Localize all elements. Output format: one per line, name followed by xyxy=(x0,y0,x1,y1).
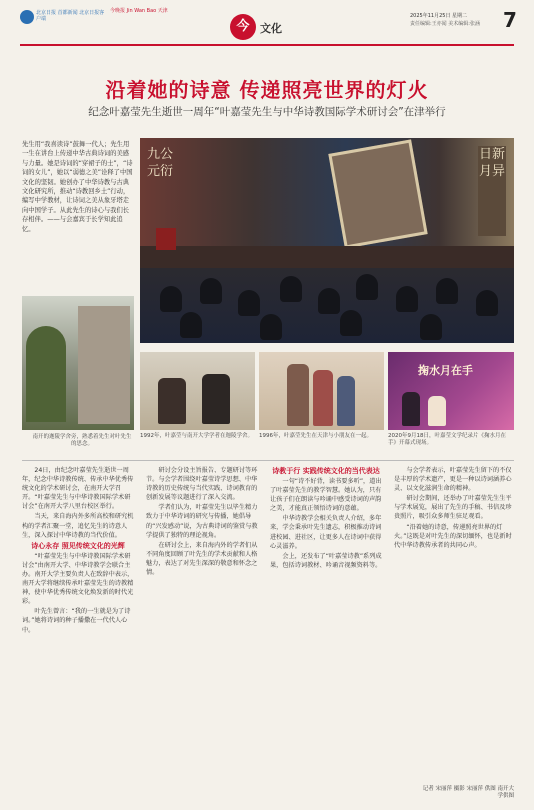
paragraph: 当天，来自海内外多所高校和研究机构的学者汇聚一堂，追忆先生的诗意人生，深入探讨中华诗教的当代价值。 xyxy=(22,513,134,539)
thumb-photo-2020 xyxy=(388,352,514,430)
paragraph: “沿着她的诗意，传递照亮世界的灯火。”这既是对叶先生的深切缅怀，也是新时代中华诗教传承者的共同心声。 xyxy=(394,523,512,549)
side-photo-courtyard xyxy=(22,296,134,430)
column-subheading: 诗心永存 照见传统文化的光辉 xyxy=(31,541,125,550)
paragraph: 叶先生曾言：“我的一生就是为了诗词。”她将诗词的种子播撒在一代代人心中。 xyxy=(22,608,131,634)
body-column-1 xyxy=(22,466,134,786)
paragraph: 学者们认为，叶嘉莹先生以毕生精力致力于中华诗词的研究与传播，她倡导的“兴发感动”说，为古典诗词的鉴赏与教学提供了独特的理论视角。 xyxy=(146,504,258,539)
paragraph: 24日，由纪念叶嘉莹先生逝世一周年，纪念中华诗教传统、传承中华优秀传统文化的学术研讨会，在南开大学召开。“叶嘉莹先生与中华诗教国际学术研讨会”在南开大学八里台校区举行。 xyxy=(22,467,134,511)
editor-credit: 责任编辑:王亦闻 美术编辑:张涵 xyxy=(410,21,480,27)
paragraph: 中华诗教学会相关负责人介绍，多年来，学会秉承叶先生遗志，积极推动诗词进校园、进社区，让更多人在诗词中获得心灵滋养。 xyxy=(270,515,382,550)
paragraph: 一句“诗不好背，读书要多听”，道出了叶嘉莹先生的教学智慧。她认为，只有让孩子们在朗读与吟诵中感受诗词的声韵之美，才能真正领悟诗词的意蕴。 xyxy=(270,478,382,513)
page-number: 7 xyxy=(503,8,517,32)
intro-paragraph: 先生用“我喜读诗”鼓舞一代人；先生用一生在讲台上传递中华古典诗词的美感与力量。她是诗词的“穿裙子的士”，“诗词的女儿”，她以“弱德之美”诠释了中国文化的坚韧。她创办了中华诗教与古典文化研究所，推动“诗教回乡土”行动，编写中学教材，让诗词之美从象牙塔走向中国学子。从此先生的诗心与我们长存相伴。——与会嘉宾于长学知此追忆。 xyxy=(22,141,133,233)
body-column-4 xyxy=(394,466,514,786)
headline: 沿着她的诗意 传递照亮世界的灯火 xyxy=(105,78,429,102)
issue-date: 2025年11月25日 星期二 xyxy=(410,13,468,19)
paragraph: 会上，还发布了“叶嘉莹诗教”系列成果，包括诗词教材、吟诵音视频资料等。 xyxy=(270,552,382,569)
logo-text-2: 今晚报 Jin Wan Bao 天津 xyxy=(110,8,168,14)
section-divider xyxy=(22,460,514,461)
header-rule xyxy=(20,44,514,46)
main-event-photo xyxy=(140,138,514,343)
calligraphy-left: 九公元衍 xyxy=(146,147,173,179)
newspaper-logo-icon xyxy=(20,10,34,24)
page-header xyxy=(0,0,534,44)
thumb-caption-2: 1996年，叶嘉莹先生在天津与小朋友在一起。 xyxy=(259,433,372,439)
paragraph: 研讨会期间，还举办了叶嘉莹先生生平与学术展览，展出了先生的手稿、书信及珍贵照片，吸引众多师生驻足观看。 xyxy=(394,495,512,521)
thumb-caption-1: 1992年，叶嘉莹与南开大学学者在迦陵学舍。 xyxy=(140,433,253,439)
section-name: 文化 xyxy=(260,22,282,35)
film-title-overlay: 掬水月在手 xyxy=(418,364,473,377)
tree-shape xyxy=(26,326,66,422)
thumb-photo-1992 xyxy=(140,352,255,430)
portrait-frame xyxy=(328,139,427,248)
subheadline: 纪念叶嘉莹先生逝世一周年“叶嘉莹先生与中华诗教国际学术研讨会”在津举行 xyxy=(88,106,446,118)
audience xyxy=(140,268,514,343)
byline-credit: 记者 宋丽萍 摄影 宋丽萍 供图 南开大学供图 xyxy=(422,786,514,799)
body-column-3 xyxy=(270,466,382,786)
body-column-2 xyxy=(146,466,258,786)
thumb-photo-1996 xyxy=(259,352,384,430)
wall-shape xyxy=(78,306,130,424)
podium xyxy=(156,228,176,250)
paragraph: “叶嘉莹先生与中华诗教国际学术研讨会”由南开大学、中华诗教学会联合主办。南开大学主要负责人在致辞中表示，南开大学将继续传承叶嘉莹先生的诗教精神，使中华优秀传统文化焕发新的时代光彩。 xyxy=(22,552,134,606)
paragraph: 与会学者表示，叶嘉莹先生留下的不仅是丰厚的学术遗产，更是一种以诗词涵养心灵、以文化滋润生命的精神。 xyxy=(394,467,512,493)
section-badge: 今 xyxy=(230,14,256,40)
stage-screen xyxy=(140,138,514,248)
calligraphy-right: 日新月异 xyxy=(478,146,506,236)
stage-table xyxy=(140,246,514,270)
side-photo-caption: 南开的迦陵学舍旁，熟悉着先生对叶先生的思念。 xyxy=(32,434,132,447)
paragraph: 在研讨会上，来自海内外的学者们从不同角度回顾了叶先生的学术贡献和人格魅力，表达了对先生深深的敬意和怀念之情。 xyxy=(146,541,258,577)
logo-text-1: 北京日报 首都新闻 北京日报客户端 xyxy=(36,10,105,22)
thumb-caption-3: 2020年9月18日，叶嘉莹文学纪录片《掬水月在手》开幕式现场。 xyxy=(388,433,506,446)
column-subheading: 诗教于行 实践传统文化的当代表达 xyxy=(272,467,380,475)
paragraph: 研讨会分设主旨报告、专题研讨等环节。与会学者围绕叶嘉莹诗学思想、中华诗教的历史传统与当代实践、诗词教育的创新发展等议题进行了深入交流。 xyxy=(146,467,258,502)
